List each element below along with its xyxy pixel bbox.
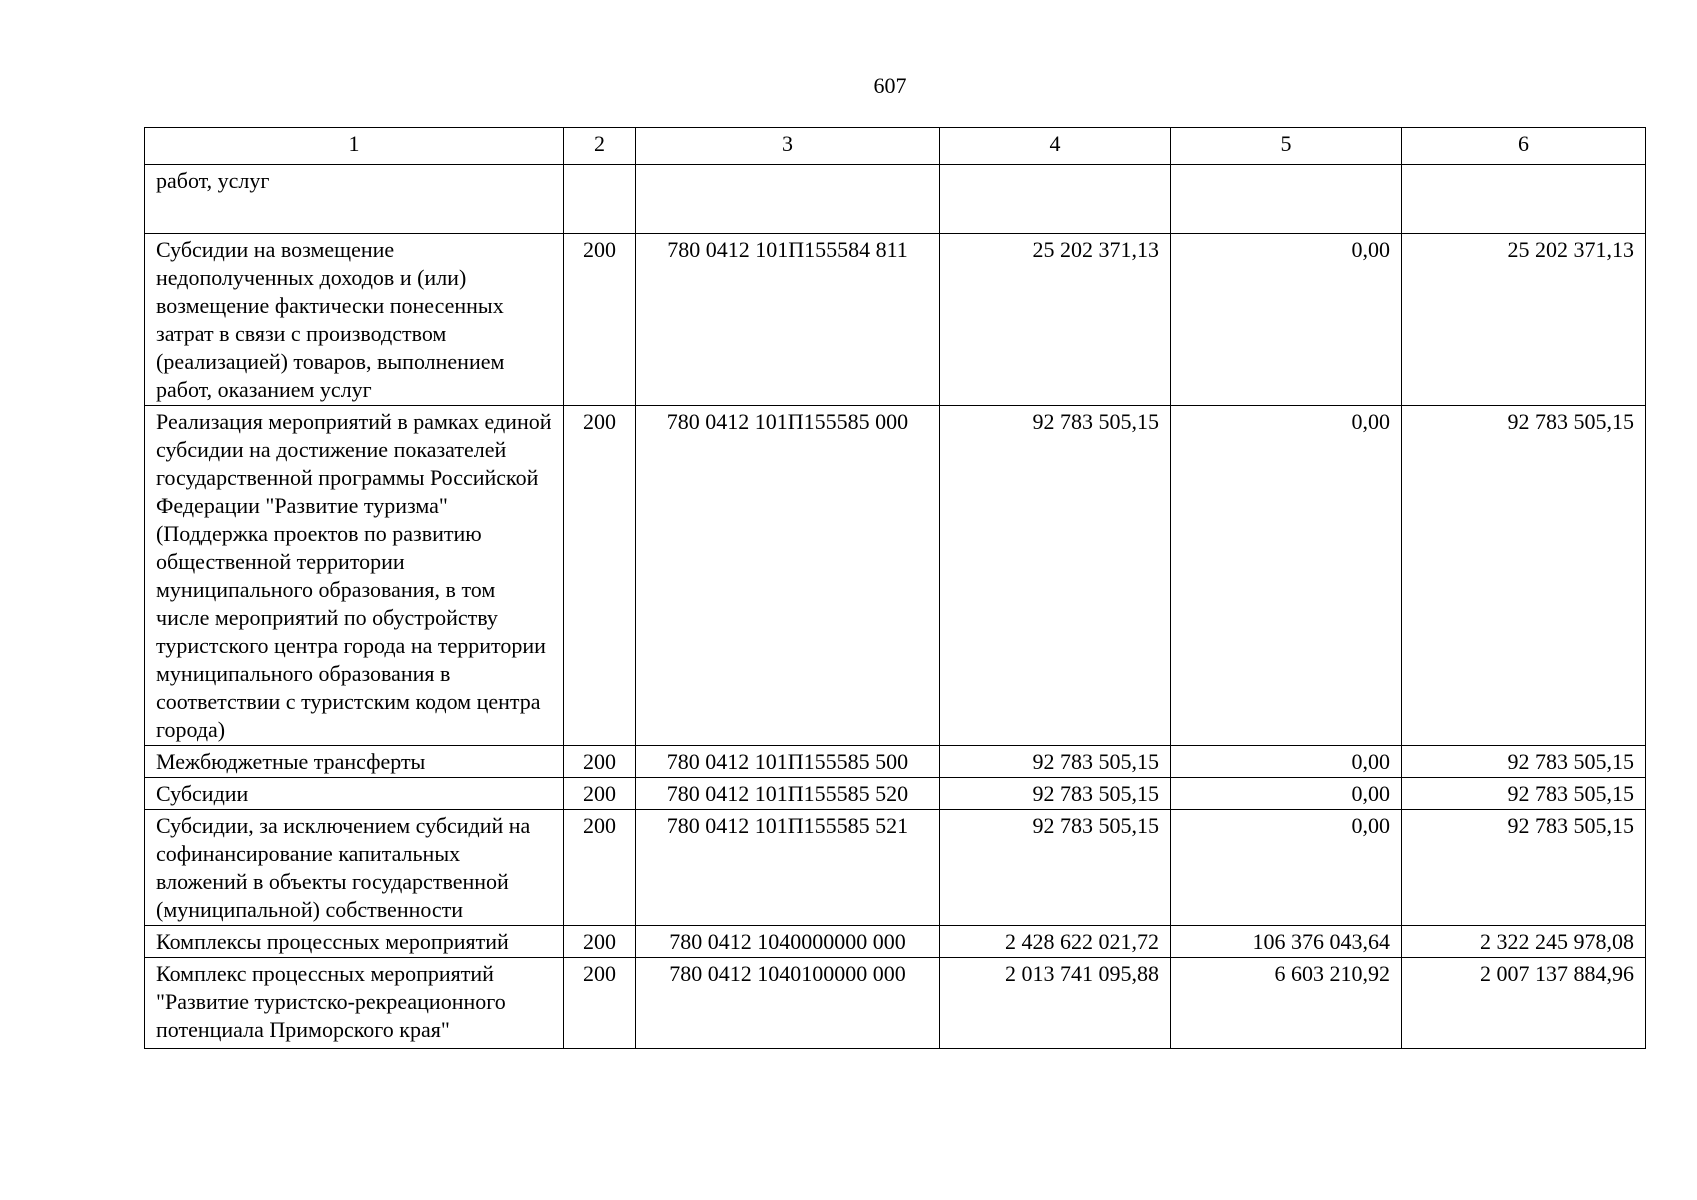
row-col5: 0,00 <box>1171 234 1402 406</box>
row-col5: 106 376 043,64 <box>1171 926 1402 958</box>
header-col-5: 5 <box>1171 128 1402 165</box>
row-kbk: 780 0412 101П155585 520 <box>636 778 940 810</box>
row-col4: 2 428 622 021,72 <box>940 926 1171 958</box>
row-col5: 0,00 <box>1171 778 1402 810</box>
row-col4: 92 783 505,15 <box>940 746 1171 778</box>
row-kbk: 780 0412 1040000000 000 <box>636 926 940 958</box>
row-col5: 0,00 <box>1171 810 1402 926</box>
row-code: 200 <box>564 746 636 778</box>
header-row <box>145 128 1646 165</box>
table-row <box>145 778 1646 810</box>
row-col6: 92 783 505,15 <box>1402 746 1646 778</box>
header-col-6: 6 <box>1402 128 1646 165</box>
row-code: 200 <box>564 234 636 406</box>
page-number: 607 <box>873 73 907 98</box>
table-header <box>145 128 1646 165</box>
header-col-2: 2 <box>564 128 636 165</box>
table-row <box>145 406 1646 746</box>
row-name: Межбюджетные трансферты <box>145 746 564 778</box>
header-col-1: 1 <box>145 128 564 165</box>
row-col6: 92 783 505,15 <box>1402 406 1646 746</box>
row-col5: 0,00 <box>1171 406 1402 746</box>
header-col-4: 4 <box>940 128 1171 165</box>
row-name: Реализация мероприятий в рамках единой субсидии на достижение показателей государственной программы Российской Федерации "Развитие туризма" (Поддержка проектов по развитию общественной территории муниципального образования, в том числе мероприятий по обустройству туристского центра города на территории муниципального образования в соответствии с туристским кодом центра города) <box>145 406 564 746</box>
row-col4: 92 783 505,15 <box>940 406 1171 746</box>
row-name: Субсидии <box>145 778 564 810</box>
row-col5 <box>1171 165 1402 234</box>
row-col4: 25 202 371,13 <box>940 234 1171 406</box>
row-col4: 2 013 741 095,88 <box>940 958 1171 1049</box>
row-col6 <box>1402 165 1646 234</box>
row-code: 200 <box>564 958 636 1049</box>
row-name: Субсидии на возмещение недополученных доходов и (или) возмещение фактически понесенных затрат в связи с производством (реализацией) товаров, выполнением работ, оказанием услуг <box>145 234 564 406</box>
row-code <box>564 165 636 234</box>
row-kbk: 780 0412 101П155585 000 <box>636 406 940 746</box>
budget-table <box>144 127 1646 1049</box>
row-col6: 92 783 505,15 <box>1402 778 1646 810</box>
row-col4: 92 783 505,15 <box>940 810 1171 926</box>
row-kbk: 780 0412 101П155585 500 <box>636 746 940 778</box>
row-col5: 6 603 210,92 <box>1171 958 1402 1049</box>
table-body <box>145 165 1646 1049</box>
row-col4: 92 783 505,15 <box>940 778 1171 810</box>
row-col6: 2 322 245 978,08 <box>1402 926 1646 958</box>
row-name: Субсидии, за исключением субсидий на софинансирование капитальных вложений в объекты государственной (муниципальной) собственности <box>145 810 564 926</box>
row-kbk: 780 0412 101П155585 521 <box>636 810 940 926</box>
row-col6: 2 007 137 884,96 <box>1402 958 1646 1049</box>
row-code: 200 <box>564 778 636 810</box>
row-name: Комплекс процессных мероприятий "Развитие туристско-рекреационного потенциала Приморского края" <box>145 958 564 1049</box>
row-code: 200 <box>564 406 636 746</box>
row-kbk <box>636 165 940 234</box>
row-col4 <box>940 165 1171 234</box>
row-code: 200 <box>564 926 636 958</box>
row-name: работ, услуг <box>145 165 564 234</box>
table-row <box>145 810 1646 926</box>
row-col6: 92 783 505,15 <box>1402 810 1646 926</box>
row-kbk: 780 0412 101П155584 811 <box>636 234 940 406</box>
row-col5: 0,00 <box>1171 746 1402 778</box>
row-kbk: 780 0412 1040100000 000 <box>636 958 940 1049</box>
table-row <box>145 746 1646 778</box>
table-row <box>145 926 1646 958</box>
table-row <box>145 165 1646 234</box>
row-code: 200 <box>564 810 636 926</box>
header-col-3: 3 <box>636 128 940 165</box>
table-row <box>145 958 1646 1049</box>
row-name: Комплексы процессных мероприятий <box>145 926 564 958</box>
row-col6: 25 202 371,13 <box>1402 234 1646 406</box>
table-row <box>145 234 1646 406</box>
